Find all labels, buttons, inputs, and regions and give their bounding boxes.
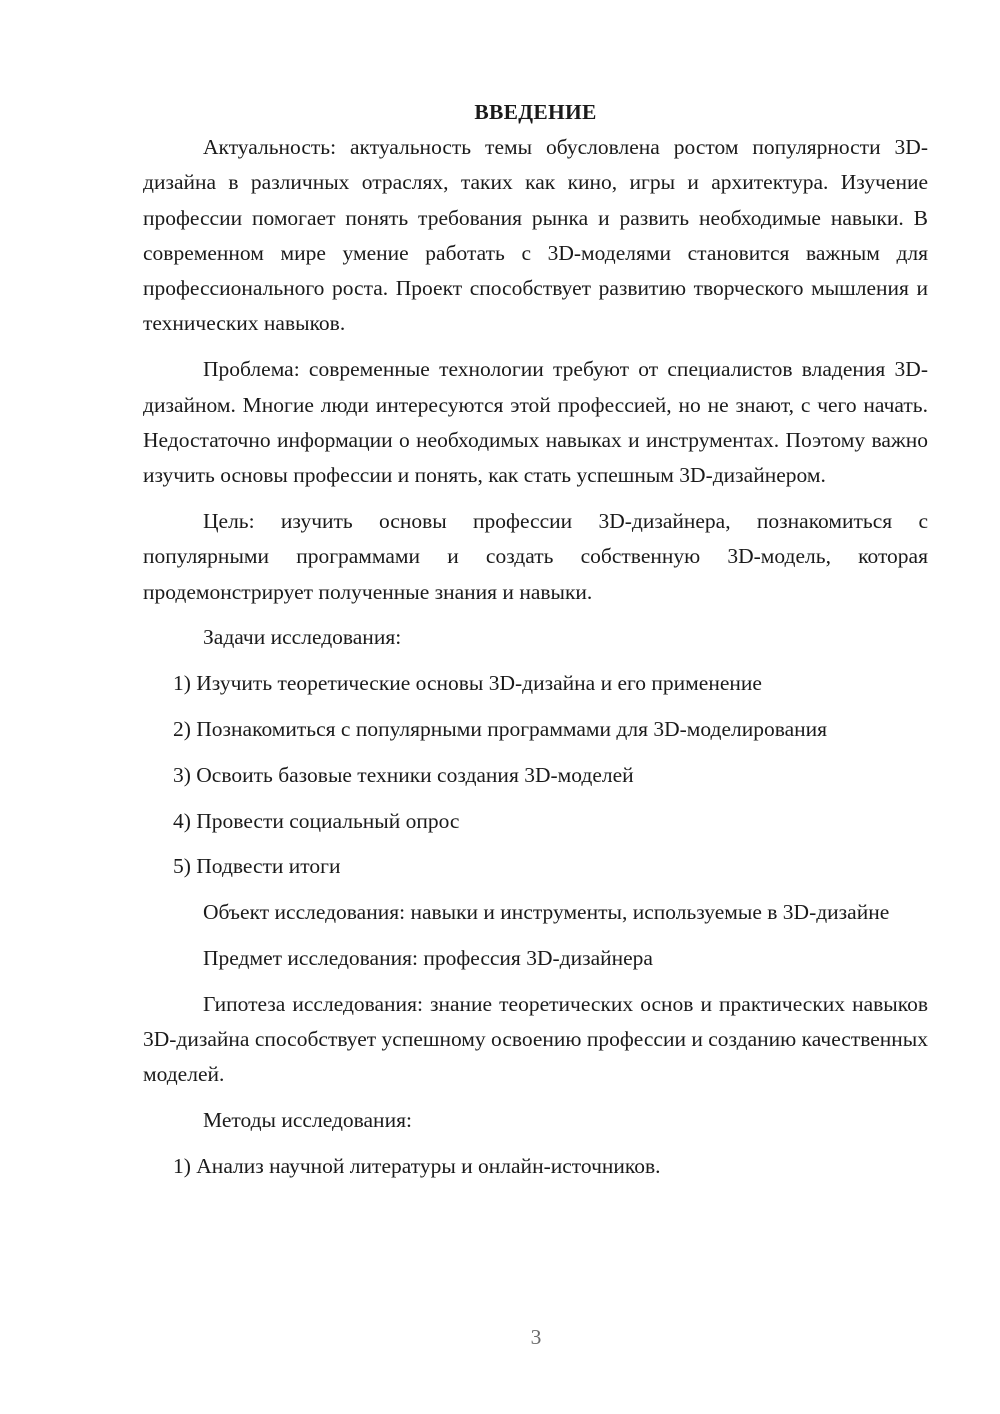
paragraph-problem: Проблема: современные технологии требуют от специалистов владения 3D-дизайном. Многие люди интересуются этой профессией, но не знают, с чего начать. Недостаточно информации о необходимых навыках и инструментах. Поэтому важно изучить основы профессии и понять, как стать успешным 3D-дизайнером. bbox=[143, 357, 928, 488]
task-item-4: 4) Провести социальный опрос bbox=[173, 808, 460, 833]
paragraph-relevance: Актуальность: актуальность темы обусловлена ростом популярности 3D-дизайна в различных отраслях, таких как кино, игры и архитектура. Изучение профессии помогает понять требования рынка и развить необходимые навыки. В современном мире умение работать с 3D-моделями становится важным для профессионального роста. Проект способствует развитию творческого мышления и технических навыков. bbox=[143, 135, 928, 336]
task-item-2: 2) Познакомиться с популярными программами для 3D-моделирования bbox=[173, 716, 828, 741]
methods-heading: Методы исследования: bbox=[203, 1108, 412, 1133]
paragraph-object: Объект исследования: навыки и инструменты, используемые в 3D-дизайне bbox=[203, 900, 890, 925]
paragraph-goal: Цель: изучить основы профессии 3D-дизайнера, познакомиться с популярными программами и создать собственную 3D-модель, которая продемонстрирует полученные знания и навыки. bbox=[143, 508, 928, 604]
task-item-1: 1) Изучить теоретические основы 3D-дизайна и его применение bbox=[173, 671, 762, 696]
task-item-3: 3) Освоить базовые техники создания 3D-моделей bbox=[173, 762, 634, 787]
paragraph-subject: Предмет исследования: профессия 3D-дизайнера bbox=[203, 945, 653, 970]
method-item-1: 1) Анализ научной литературы и онлайн-источников. bbox=[173, 1153, 661, 1178]
page-title: ВВЕДЕНИЕ bbox=[474, 100, 597, 124]
tasks-heading: Задачи исследования: bbox=[203, 625, 402, 650]
page-number: 3 bbox=[530, 1325, 542, 1349]
document-page bbox=[143, 95, 928, 1195]
paragraph-hypothesis: Гипотеза исследования: знание теоретических основ и практических навыков 3D-дизайна способствует успешному освоению профессии и созданию качественных моделей. bbox=[143, 991, 928, 1087]
task-item-5: 5) Подвести итоги bbox=[173, 854, 341, 879]
